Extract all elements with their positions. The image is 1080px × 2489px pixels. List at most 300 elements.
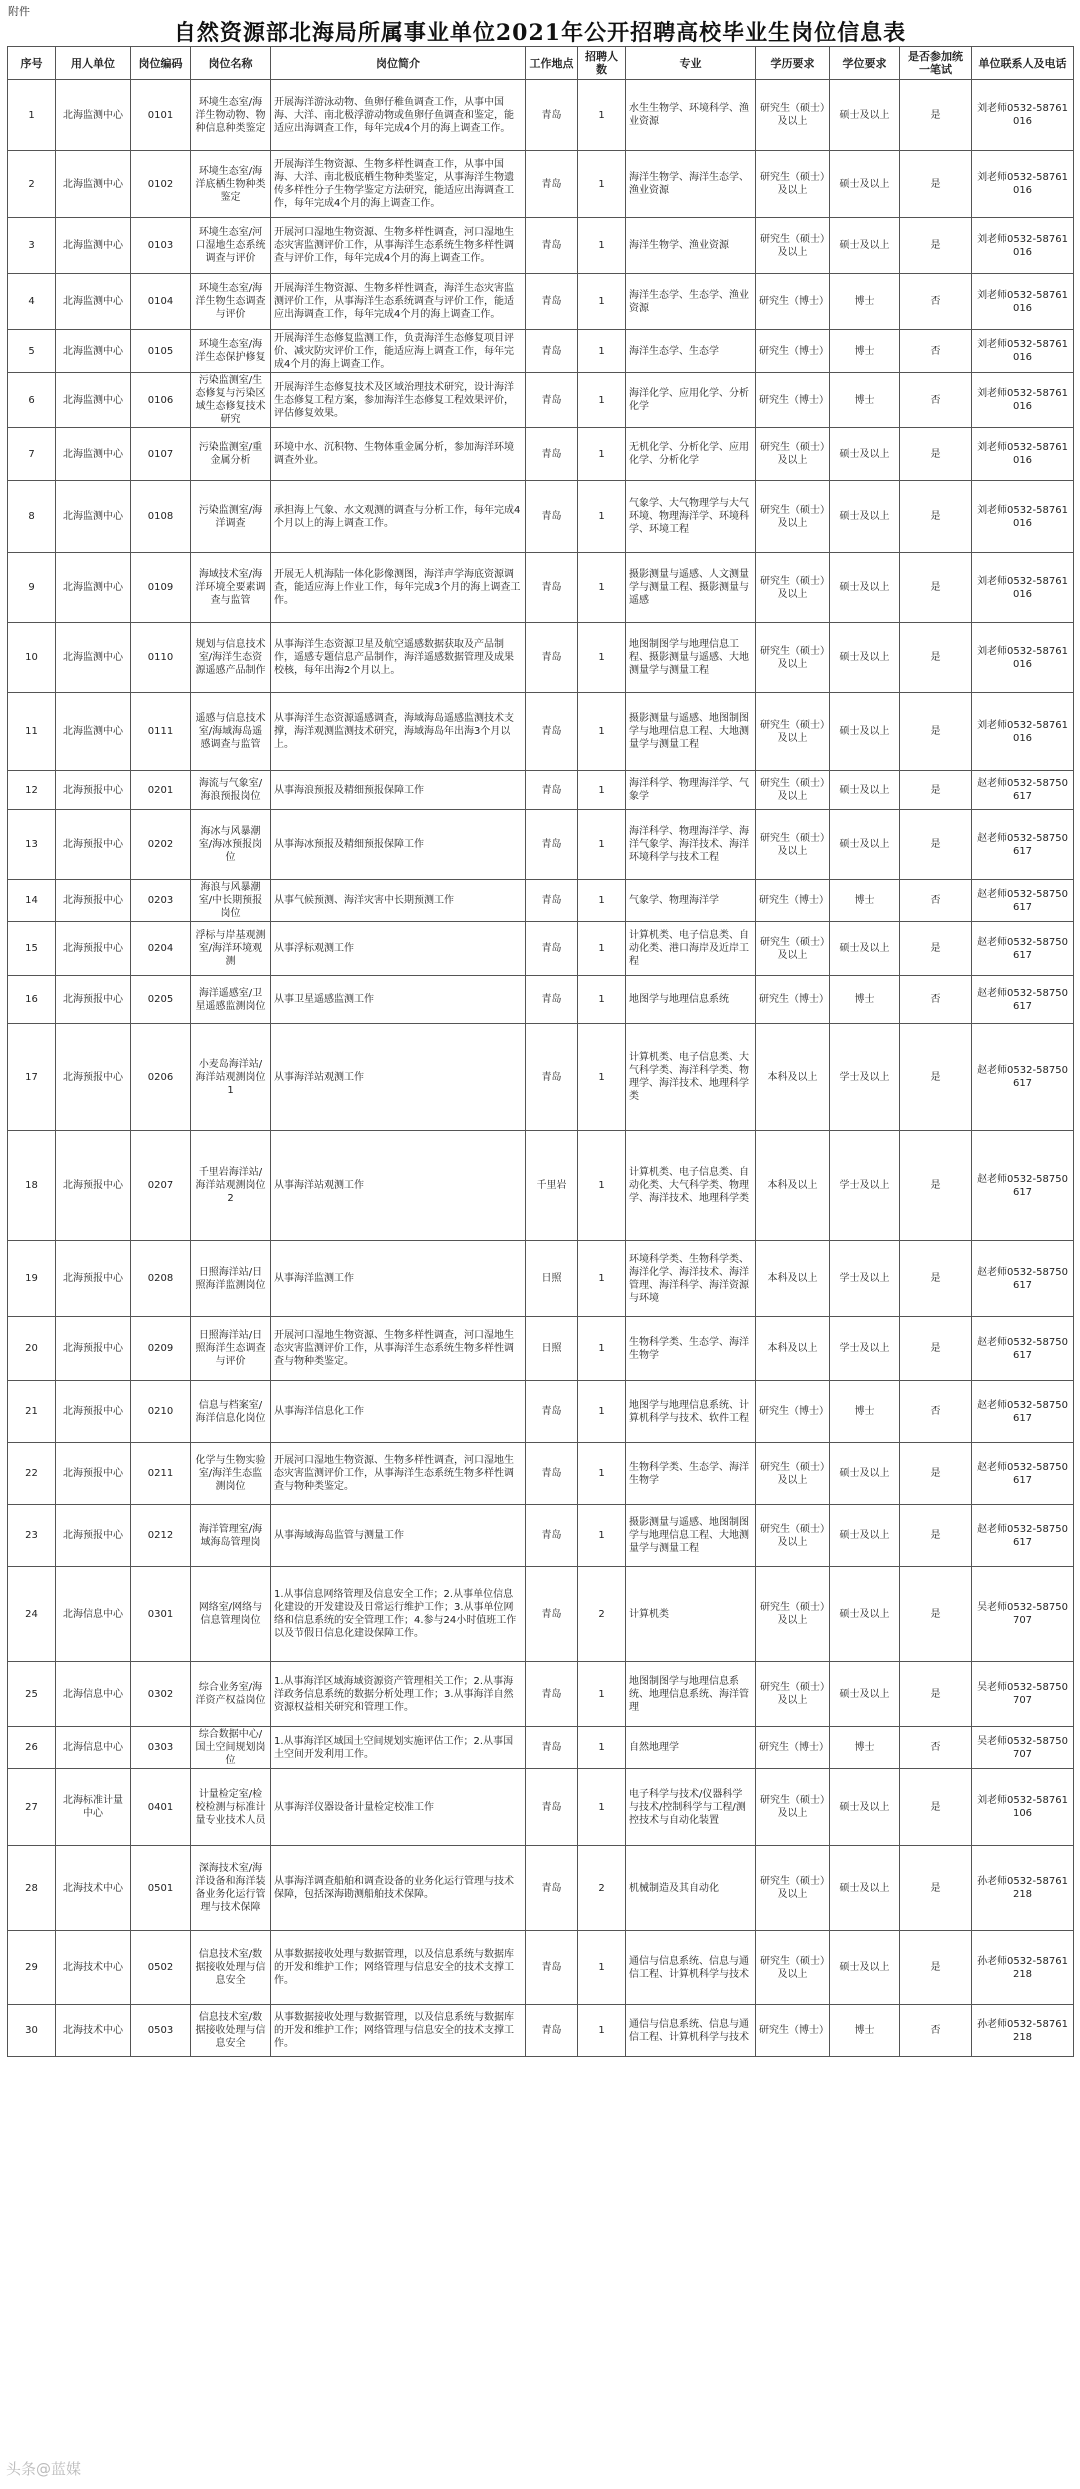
cell-contact: 赵老师0532-58750617: [972, 1443, 1074, 1505]
cell-desc: 从事海域海岛监管与测量工作: [271, 1505, 526, 1567]
cell-degree: 硕士及以上: [830, 1505, 900, 1567]
cell-degree: 硕士及以上: [830, 810, 900, 880]
cell-name: 日照海洋站/日照海洋监测岗位: [191, 1241, 271, 1317]
cell-num: 1: [578, 810, 626, 880]
cell-name: 环境生态室/海洋生物动物、物种信息种类鉴定: [191, 80, 271, 151]
column-header: 序号: [8, 47, 56, 80]
cell-major: 计算机类: [626, 1567, 756, 1662]
cell-desc: 从事浮标观测工作: [271, 922, 526, 976]
cell-exam: 是: [900, 922, 972, 976]
table-row: [8, 976, 1074, 1024]
cell-no: 10: [8, 623, 56, 693]
cell-no: 3: [8, 218, 56, 274]
cell-code: 0104: [131, 274, 191, 330]
cell-name: 环境生态室/河口湿地生态系统调查与评价: [191, 218, 271, 274]
cell-major: 生物科学类、生态学、海洋生物学: [626, 1317, 756, 1381]
cell-edu: 研究生（硕士）及以上: [756, 1443, 830, 1505]
cell-unit: 北海监测中心: [56, 623, 131, 693]
cell-code: 0204: [131, 922, 191, 976]
cell-degree: 博士: [830, 330, 900, 373]
cell-unit: 北海预报中心: [56, 976, 131, 1024]
cell-unit: 北海标准计量中心: [56, 1769, 131, 1846]
cell-edu: 研究生（硕士）及以上: [756, 80, 830, 151]
cell-unit: 北海预报中心: [56, 922, 131, 976]
table-row: [8, 693, 1074, 771]
cell-unit: 北海预报中心: [56, 1381, 131, 1443]
table-row: [8, 1567, 1074, 1662]
cell-desc: 开展海洋生物资源、生物多样性调查，海洋生态灾害监测评价工作，从事海洋生态系统调查与评价工作，能适应出海调查工作，每年完成4个月的海上调查工作。: [271, 274, 526, 330]
cell-unit: 北海监测中心: [56, 428, 131, 481]
cell-unit: 北海技术中心: [56, 1931, 131, 2005]
cell-desc: 开展河口湿地生物资源、生物多样性调查，河口湿地生态灾害监测评价工作，从事海洋生态系统生物多样性调查与物种类鉴定。: [271, 1443, 526, 1505]
table-row: [8, 880, 1074, 922]
cell-degree: 硕士及以上: [830, 623, 900, 693]
cell-num: 1: [578, 373, 626, 428]
cell-place: 青岛: [526, 1662, 578, 1727]
cell-place: 青岛: [526, 1024, 578, 1131]
cell-contact: 吴老师0532-58750707: [972, 1662, 1074, 1727]
cell-edu: 本科及以上: [756, 1317, 830, 1381]
cell-contact: 赵老师0532-58750617: [972, 976, 1074, 1024]
watermark: 头条@蓝媒: [6, 2460, 82, 2478]
cell-unit: 北海监测中心: [56, 373, 131, 428]
cell-major: 地图制图学与地理信息工程、摄影测量与遥感、大地测量学与测量工程: [626, 623, 756, 693]
cell-no: 25: [8, 1662, 56, 1727]
cell-desc: 从事海洋生态资源卫星及航空遥感数据获取及产品制作，遥感专题信息产品制作，海洋遥感数据管理及成果校核，每年出海2个月以上。: [271, 623, 526, 693]
job-table: [7, 46, 1074, 2057]
cell-unit: 北海监测中心: [56, 218, 131, 274]
cell-place: 青岛: [526, 1505, 578, 1567]
cell-place: 青岛: [526, 274, 578, 330]
cell-code: 0103: [131, 218, 191, 274]
cell-desc: 从事海洋生态资源遥感调查，海域海岛遥感监测技术支撑，海洋观测监测技术研究，海域海岛年出海3个月以上。: [271, 693, 526, 771]
cell-major: 计算机类、电子信息类、自动化类、港口海岸及近岸工程: [626, 922, 756, 976]
cell-desc: 从事数据接收处理与数据管理，以及信息系统与数据库的开发和维护工作；网络管理与信息安全的技术支撑工作。: [271, 1931, 526, 2005]
cell-desc: 从事海浪预报及精细预报保障工作: [271, 771, 526, 810]
cell-place: 日照: [526, 1241, 578, 1317]
cell-exam: 否: [900, 330, 972, 373]
cell-num: 1: [578, 1317, 626, 1381]
table-row: [8, 80, 1074, 151]
cell-place: 青岛: [526, 1381, 578, 1443]
cell-place: 青岛: [526, 1846, 578, 1931]
cell-degree: 硕士及以上: [830, 1443, 900, 1505]
cell-unit: 北海监测中心: [56, 693, 131, 771]
cell-num: 2: [578, 1846, 626, 1931]
cell-degree: 硕士及以上: [830, 1931, 900, 2005]
cell-degree: 硕士及以上: [830, 1662, 900, 1727]
cell-name: 海域技术室/海洋环境全要素调查与监管: [191, 553, 271, 623]
attachment-label: 附件: [8, 5, 30, 18]
cell-code: 0107: [131, 428, 191, 481]
cell-place: 青岛: [526, 80, 578, 151]
cell-place: 青岛: [526, 218, 578, 274]
table-row: [8, 1727, 1074, 1769]
cell-exam: 是: [900, 1024, 972, 1131]
cell-place: 青岛: [526, 880, 578, 922]
cell-contact: 孙老师0532-58761218: [972, 1846, 1074, 1931]
cell-exam: 是: [900, 80, 972, 151]
cell-name: 海浪与风暴潮室/中长期预报岗位: [191, 880, 271, 922]
cell-contact: 赵老师0532-58750617: [972, 922, 1074, 976]
cell-major: 电子科学与技术/仪器科学与技术/控制科学与工程/测控技术与自动化装置: [626, 1769, 756, 1846]
cell-num: 1: [578, 976, 626, 1024]
cell-no: 14: [8, 880, 56, 922]
cell-unit: 北海预报中心: [56, 1317, 131, 1381]
cell-exam: 否: [900, 274, 972, 330]
cell-major: 通信与信息系统、信息与通信工程、计算机科学与技术: [626, 1931, 756, 2005]
cell-contact: 刘老师0532-58761016: [972, 80, 1074, 151]
cell-desc: 开展海洋生态修复技术及区域治理技术研究，设计海洋生态修复工程方案，参加海洋生态修复工程效果评价，评估修复效果。: [271, 373, 526, 428]
cell-code: 0101: [131, 80, 191, 151]
cell-code: 0205: [131, 976, 191, 1024]
cell-exam: 是: [900, 1846, 972, 1931]
cell-degree: 硕士及以上: [830, 1846, 900, 1931]
cell-desc: 1.从事海洋区域海域资源资产管理相关工作；2.从事海洋政务信息系统的数据分析处理工作；3.从事海洋自然资源权益相关研究和管理工作。: [271, 1662, 526, 1727]
cell-place: 青岛: [526, 481, 578, 553]
cell-num: 1: [578, 80, 626, 151]
cell-place: 青岛: [526, 428, 578, 481]
cell-no: 8: [8, 481, 56, 553]
cell-desc: 从事数据接收处理与数据管理，以及信息系统与数据库的开发和维护工作；网络管理与信息安全的技术支撑工作。: [271, 2005, 526, 2057]
cell-num: 1: [578, 553, 626, 623]
cell-unit: 北海预报中心: [56, 1505, 131, 1567]
cell-name: 海洋管理室/海域海岛管理岗: [191, 1505, 271, 1567]
cell-no: 2: [8, 151, 56, 218]
cell-unit: 北海预报中心: [56, 810, 131, 880]
cell-exam: 是: [900, 218, 972, 274]
cell-code: 0212: [131, 1505, 191, 1567]
table-row: [8, 2005, 1074, 2057]
cell-degree: 学士及以上: [830, 1131, 900, 1241]
cell-name: 计量检定室/检校检测与标准计量专业技术人员: [191, 1769, 271, 1846]
cell-edu: 研究生（硕士）及以上: [756, 428, 830, 481]
cell-desc: 开展海洋生物资源、生物多样性调查工作，从事中国海、大洋、南北极底栖生物种类鉴定，从事海洋生物遗传多样性分子生物学鉴定方法研究，能适应出海调查工作，每年完成4个月的海上调查工作。: [271, 151, 526, 218]
cell-no: 15: [8, 922, 56, 976]
cell-desc: 从事海洋仪器设备计量检定校准工作: [271, 1769, 526, 1846]
column-header: 工作地点: [526, 47, 578, 80]
cell-name: 小麦岛海洋站/海洋站观测岗位1: [191, 1024, 271, 1131]
cell-desc: 从事海洋监测工作: [271, 1241, 526, 1317]
table-row: [8, 1505, 1074, 1567]
cell-code: 0108: [131, 481, 191, 553]
cell-desc: 1.从事海洋区域国土空间规划实施评估工作；2.从事国土空间开发利用工作。: [271, 1727, 526, 1769]
cell-contact: 赵老师0532-58750617: [972, 1131, 1074, 1241]
cell-name: 污染监测室/海洋调查: [191, 481, 271, 553]
cell-exam: 是: [900, 1131, 972, 1241]
cell-no: 22: [8, 1443, 56, 1505]
table-row: [8, 274, 1074, 330]
cell-edu: 研究生（硕士）及以上: [756, 151, 830, 218]
cell-name: 污染监测室/重金属分析: [191, 428, 271, 481]
cell-edu: 本科及以上: [756, 1131, 830, 1241]
cell-code: 0401: [131, 1769, 191, 1846]
cell-no: 9: [8, 553, 56, 623]
cell-desc: 从事海洋信息化工作: [271, 1381, 526, 1443]
cell-desc: 承担海上气象、水文观测的调查与分析工作，每年完成4个月以上的海上调查工作。: [271, 481, 526, 553]
cell-place: 青岛: [526, 330, 578, 373]
table-row: [8, 428, 1074, 481]
cell-degree: 硕士及以上: [830, 151, 900, 218]
cell-name: 信息与档案室/海洋信息化岗位: [191, 1381, 271, 1443]
cell-unit: 北海技术中心: [56, 1846, 131, 1931]
cell-name: 化学与生物实验室/海洋生态监测岗位: [191, 1443, 271, 1505]
cell-contact: 赵老师0532-58750617: [972, 1317, 1074, 1381]
cell-major: 计算机类、电子信息类、自动化类、大气科学类、物理学、海洋技术、地理科学类: [626, 1131, 756, 1241]
cell-code: 0502: [131, 1931, 191, 2005]
cell-code: 0301: [131, 1567, 191, 1662]
cell-desc: 开展无人机海陆一体化影像测图，海洋声学海底资源调查，能适应海上作业工作，每年完成3个月的海上调查工作。: [271, 553, 526, 623]
table-row: [8, 330, 1074, 373]
cell-edu: 研究生（博士）: [756, 880, 830, 922]
cell-contact: 刘老师0532-58761016: [972, 373, 1074, 428]
cell-code: 0102: [131, 151, 191, 218]
cell-num: 2: [578, 1567, 626, 1662]
cell-desc: 从事气候预测、海洋灾害中长期预测工作: [271, 880, 526, 922]
cell-unit: 北海监测中心: [56, 80, 131, 151]
cell-major: 海洋科学、物理海洋学、海洋气象学、海洋技术、海洋环境科学与技术工程: [626, 810, 756, 880]
cell-desc: 从事海洋调查船舶和调查设备的业务化运行管理与技术保障，包括深海勘测船舶技术保障。: [271, 1846, 526, 1931]
column-header: 用人单位: [56, 47, 131, 80]
cell-no: 11: [8, 693, 56, 771]
cell-num: 1: [578, 274, 626, 330]
cell-major: 海洋生物学、渔业资源: [626, 218, 756, 274]
cell-name: 信息技术室/数据接收处理与信息安全: [191, 2005, 271, 2057]
cell-major: 通信与信息系统、信息与通信工程、计算机科学与技术: [626, 2005, 756, 2057]
cell-desc: 开展河口湿地生物资源、生物多样性调查，河口湿地生态灾害监测评价工作，从事海洋生态系统生物多样性调查与评价工作，每年完成4个月的海上调查工作。: [271, 218, 526, 274]
cell-exam: 否: [900, 373, 972, 428]
cell-edu: 研究生（硕士）及以上: [756, 771, 830, 810]
cell-code: 0302: [131, 1662, 191, 1727]
cell-major: 气象学、物理海洋学: [626, 880, 756, 922]
cell-name: 综合业务室/海洋资产权益岗位: [191, 1662, 271, 1727]
cell-no: 29: [8, 1931, 56, 2005]
cell-code: 0110: [131, 623, 191, 693]
cell-place: 青岛: [526, 810, 578, 880]
cell-degree: 硕士及以上: [830, 428, 900, 481]
cell-place: 青岛: [526, 1727, 578, 1769]
column-header: 岗位简介: [271, 47, 526, 80]
cell-name: 环境生态室/海洋底栖生物种类鉴定: [191, 151, 271, 218]
table-row: [8, 1846, 1074, 1931]
cell-edu: 研究生（硕士）及以上: [756, 218, 830, 274]
cell-unit: 北海监测中心: [56, 151, 131, 218]
cell-exam: 是: [900, 151, 972, 218]
cell-major: 自然地理学: [626, 1727, 756, 1769]
cell-no: 4: [8, 274, 56, 330]
table-row: [8, 1443, 1074, 1505]
cell-num: 1: [578, 330, 626, 373]
table-row: [8, 151, 1074, 218]
cell-no: 23: [8, 1505, 56, 1567]
cell-desc: 开展海洋游泳动物、鱼卵仔稚鱼调查工作，从事中国海、大洋、南北极浮游动物或鱼卵仔鱼调查和鉴定，能适应出海调查工作，每年完成4个月的海上调查工作。: [271, 80, 526, 151]
cell-edu: 研究生（博士）: [756, 2005, 830, 2057]
cell-exam: 是: [900, 771, 972, 810]
cell-contact: 刘老师0532-58761016: [972, 553, 1074, 623]
cell-exam: 否: [900, 2005, 972, 2057]
cell-no: 5: [8, 330, 56, 373]
cell-name: 海流与气象室/海浪预报岗位: [191, 771, 271, 810]
cell-num: 1: [578, 1024, 626, 1131]
cell-desc: 从事卫星遥感监测工作: [271, 976, 526, 1024]
cell-place: 青岛: [526, 693, 578, 771]
cell-name: 浮标与岸基观测室/海洋环境观测: [191, 922, 271, 976]
cell-exam: 是: [900, 1567, 972, 1662]
cell-contact: 刘老师0532-58761016: [972, 218, 1074, 274]
cell-desc: 开展河口湿地生物资源、生物多样性调查，河口湿地生态灾害监测评价工作，从事海洋生态系统生物多样性调查与物种类鉴定。: [271, 1317, 526, 1381]
table-header-row: [8, 47, 1074, 80]
cell-unit: 北海预报中心: [56, 880, 131, 922]
column-header: 是否参加统一笔试: [900, 47, 972, 80]
cell-edu: 本科及以上: [756, 1241, 830, 1317]
table-row: [8, 810, 1074, 880]
column-header: 单位联系人及电话: [972, 47, 1074, 80]
column-header: 专业: [626, 47, 756, 80]
cell-exam: 否: [900, 1381, 972, 1443]
cell-exam: 是: [900, 1931, 972, 2005]
cell-place: 青岛: [526, 1769, 578, 1846]
cell-contact: 赵老师0532-58750617: [972, 1241, 1074, 1317]
cell-unit: 北海预报中心: [56, 1443, 131, 1505]
cell-num: 1: [578, 218, 626, 274]
column-header: 岗位编码: [131, 47, 191, 80]
cell-degree: 硕士及以上: [830, 218, 900, 274]
cell-exam: 是: [900, 481, 972, 553]
cell-major: 生物科学类、生态学、海洋生物学: [626, 1443, 756, 1505]
cell-name: 信息技术室/数据接收处理与信息安全: [191, 1931, 271, 2005]
cell-major: 海洋化学、应用化学、分析化学: [626, 373, 756, 428]
cell-unit: 北海预报中心: [56, 1024, 131, 1131]
cell-num: 1: [578, 2005, 626, 2057]
cell-contact: 吴老师0532-58750707: [972, 1727, 1074, 1769]
cell-edu: 研究生（硕士）及以上: [756, 1662, 830, 1727]
cell-edu: 研究生（硕士）及以上: [756, 922, 830, 976]
cell-degree: 博士: [830, 2005, 900, 2057]
cell-name: 污染监测室/生态修复与污染区域生态修复技术研究: [191, 373, 271, 428]
cell-edu: 研究生（硕士）及以上: [756, 553, 830, 623]
cell-exam: 是: [900, 1317, 972, 1381]
cell-place: 青岛: [526, 553, 578, 623]
cell-major: 海洋生态学、生态学: [626, 330, 756, 373]
cell-no: 13: [8, 810, 56, 880]
cell-num: 1: [578, 1241, 626, 1317]
cell-edu: 研究生（博士）: [756, 274, 830, 330]
cell-exam: 否: [900, 976, 972, 1024]
cell-degree: 硕士及以上: [830, 80, 900, 151]
cell-contact: 刘老师0532-58761106: [972, 1769, 1074, 1846]
table-row: [8, 1131, 1074, 1241]
page-title: 自然资源部北海局所属事业单位2021年公开招聘高校毕业生岗位信息表: [173, 20, 907, 46]
cell-contact: 赵老师0532-58750617: [972, 1505, 1074, 1567]
cell-desc: 1.从事信息网络管理及信息安全工作；2.从事单位信息化建设的开发建设及日常运行维护工作；3.从事单位网络和信息系统的安全管理工作；4.参与24小时值班工作以及节假日信息化建设保障工作。: [271, 1567, 526, 1662]
cell-edu: 研究生（博士）: [756, 976, 830, 1024]
cell-exam: 否: [900, 880, 972, 922]
cell-code: 0209: [131, 1317, 191, 1381]
cell-contact: 吴老师0532-58750707: [972, 1567, 1074, 1662]
cell-major: 地图学与地理信息系统、计算机科学与技术、软件工程: [626, 1381, 756, 1443]
cell-code: 0202: [131, 810, 191, 880]
cell-edu: 研究生（硕士）及以上: [756, 693, 830, 771]
cell-exam: 是: [900, 623, 972, 693]
cell-no: 7: [8, 428, 56, 481]
cell-unit: 北海预报中心: [56, 1241, 131, 1317]
column-header: 学历要求: [756, 47, 830, 80]
cell-contact: 赵老师0532-58750617: [972, 880, 1074, 922]
cell-unit: 北海预报中心: [56, 1131, 131, 1241]
cell-contact: 刘老师0532-58761016: [972, 428, 1074, 481]
cell-contact: 赵老师0532-58750617: [972, 771, 1074, 810]
cell-major: 计算机类、电子信息类、大气科学类、海洋科学类、物理学、海洋技术、地理科学类: [626, 1024, 756, 1131]
cell-major: 海洋科学、物理海洋学、气象学: [626, 771, 756, 810]
cell-code: 0111: [131, 693, 191, 771]
cell-degree: 硕士及以上: [830, 1567, 900, 1662]
cell-code: 0207: [131, 1131, 191, 1241]
cell-place: 青岛: [526, 1931, 578, 2005]
cell-contact: 刘老师0532-58761016: [972, 330, 1074, 373]
cell-unit: 北海监测中心: [56, 481, 131, 553]
cell-degree: 博士: [830, 1381, 900, 1443]
cell-edu: 研究生（硕士）及以上: [756, 1505, 830, 1567]
cell-num: 1: [578, 151, 626, 218]
cell-no: 1: [8, 80, 56, 151]
cell-num: 1: [578, 771, 626, 810]
table-row: [8, 373, 1074, 428]
cell-major: 环境科学类、生物科学类、海洋化学、海洋技术、海洋管理、海洋科学、海洋资源与环境: [626, 1241, 756, 1317]
cell-exam: 是: [900, 553, 972, 623]
cell-edu: 研究生（硕士）及以上: [756, 481, 830, 553]
cell-place: 青岛: [526, 151, 578, 218]
cell-no: 17: [8, 1024, 56, 1131]
cell-major: 机械制造及其自动化: [626, 1846, 756, 1931]
cell-degree: 博士: [830, 373, 900, 428]
cell-no: 12: [8, 771, 56, 810]
cell-num: 1: [578, 1131, 626, 1241]
cell-place: 青岛: [526, 373, 578, 428]
cell-major: 地图制图学与地理信息系统、地理信息系统、海洋管理: [626, 1662, 756, 1727]
cell-contact: 刘老师0532-58761016: [972, 693, 1074, 771]
column-header: 岗位名称: [191, 47, 271, 80]
cell-major: 气象学、大气物理学与大气环境、物理海洋学、环境科学、环境工程: [626, 481, 756, 553]
cell-place: 青岛: [526, 1443, 578, 1505]
cell-place: 青岛: [526, 1567, 578, 1662]
cell-name: 环境生态室/海洋生态保护修复: [191, 330, 271, 373]
cell-degree: 硕士及以上: [830, 693, 900, 771]
cell-name: 规划与信息技术室/海洋生态资源遥感产品制作: [191, 623, 271, 693]
cell-name: 遥感与信息技术室/海域海岛遥感调查与监管: [191, 693, 271, 771]
cell-code: 0211: [131, 1443, 191, 1505]
table-row: [8, 1769, 1074, 1846]
cell-contact: 刘老师0532-58761016: [972, 151, 1074, 218]
table-row: [8, 1931, 1074, 2005]
cell-contact: 刘老师0532-58761016: [972, 623, 1074, 693]
cell-desc: 从事海洋站观测工作: [271, 1024, 526, 1131]
cell-place: 千里岩: [526, 1131, 578, 1241]
cell-num: 1: [578, 1443, 626, 1505]
cell-num: 1: [578, 481, 626, 553]
cell-code: 0203: [131, 880, 191, 922]
cell-edu: 研究生（硕士）及以上: [756, 1769, 830, 1846]
cell-no: 30: [8, 2005, 56, 2057]
cell-major: 海洋生态学、生态学、渔业资源: [626, 274, 756, 330]
cell-num: 1: [578, 428, 626, 481]
cell-code: 0501: [131, 1846, 191, 1931]
cell-num: 1: [578, 922, 626, 976]
cell-edu: 研究生（博士）: [756, 1727, 830, 1769]
table-body: [8, 80, 1074, 2057]
table-row: [8, 1381, 1074, 1443]
cell-place: 青岛: [526, 976, 578, 1024]
cell-unit: 北海技术中心: [56, 2005, 131, 2057]
